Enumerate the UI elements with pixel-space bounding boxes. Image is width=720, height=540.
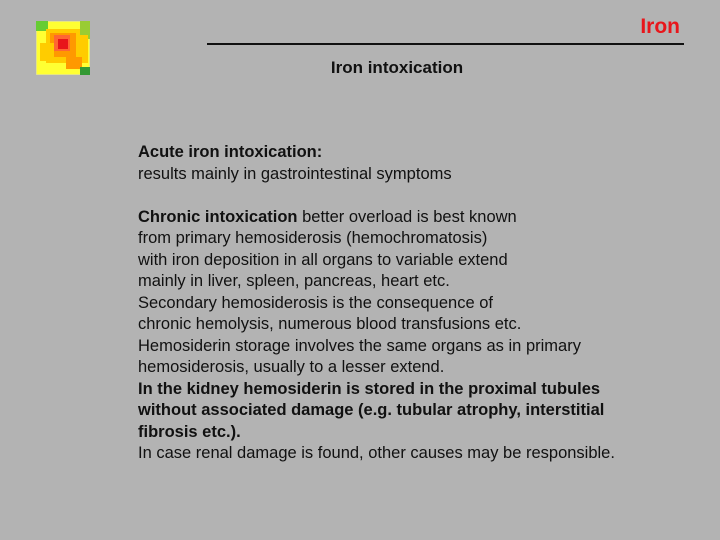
page-title: Iron — [640, 15, 680, 38]
acute-text: results mainly in gastrointestinal symptoms — [138, 164, 452, 183]
title-divider — [207, 43, 684, 45]
body-line: from primary hemosiderosis (hemochromatosis) — [138, 229, 488, 247]
slide-subtitle: Iron intoxication — [330, 58, 464, 77]
chronic-heading: Chronic intoxication — [138, 207, 298, 226]
body-line: Secondary hemosiderosis is the consequence of — [138, 293, 493, 312]
paragraph-gap — [138, 185, 698, 207]
body-line: mainly in liver, spleen, pancreas, heart etc. — [138, 272, 450, 290]
bold-line: without associated damage (e.g. tubular atrophy, interstitial — [138, 401, 605, 419]
bold-line: fibrosis etc.). — [138, 422, 241, 441]
chronic-line — [138, 207, 698, 229]
body-line: Hemosiderin storage involves the same organs as in primary — [138, 336, 581, 355]
body-line: hemosiderosis, usually to a lesser extend. — [138, 358, 445, 376]
final-line: In case renal damage is found, other causes may be responsible. — [138, 444, 615, 462]
body-line: with iron deposition in all organs to variable extend — [138, 250, 508, 269]
bold-line: In the kidney hemosiderin is stored in the proximal tubules — [138, 379, 601, 398]
acute-heading: Acute iron intoxication: — [138, 143, 323, 161]
body-line: chronic hemolysis, numerous blood transfusions etc. — [138, 315, 522, 333]
chronic-line-rest: better overload is best known — [297, 207, 517, 226]
slide-body — [138, 142, 698, 465]
